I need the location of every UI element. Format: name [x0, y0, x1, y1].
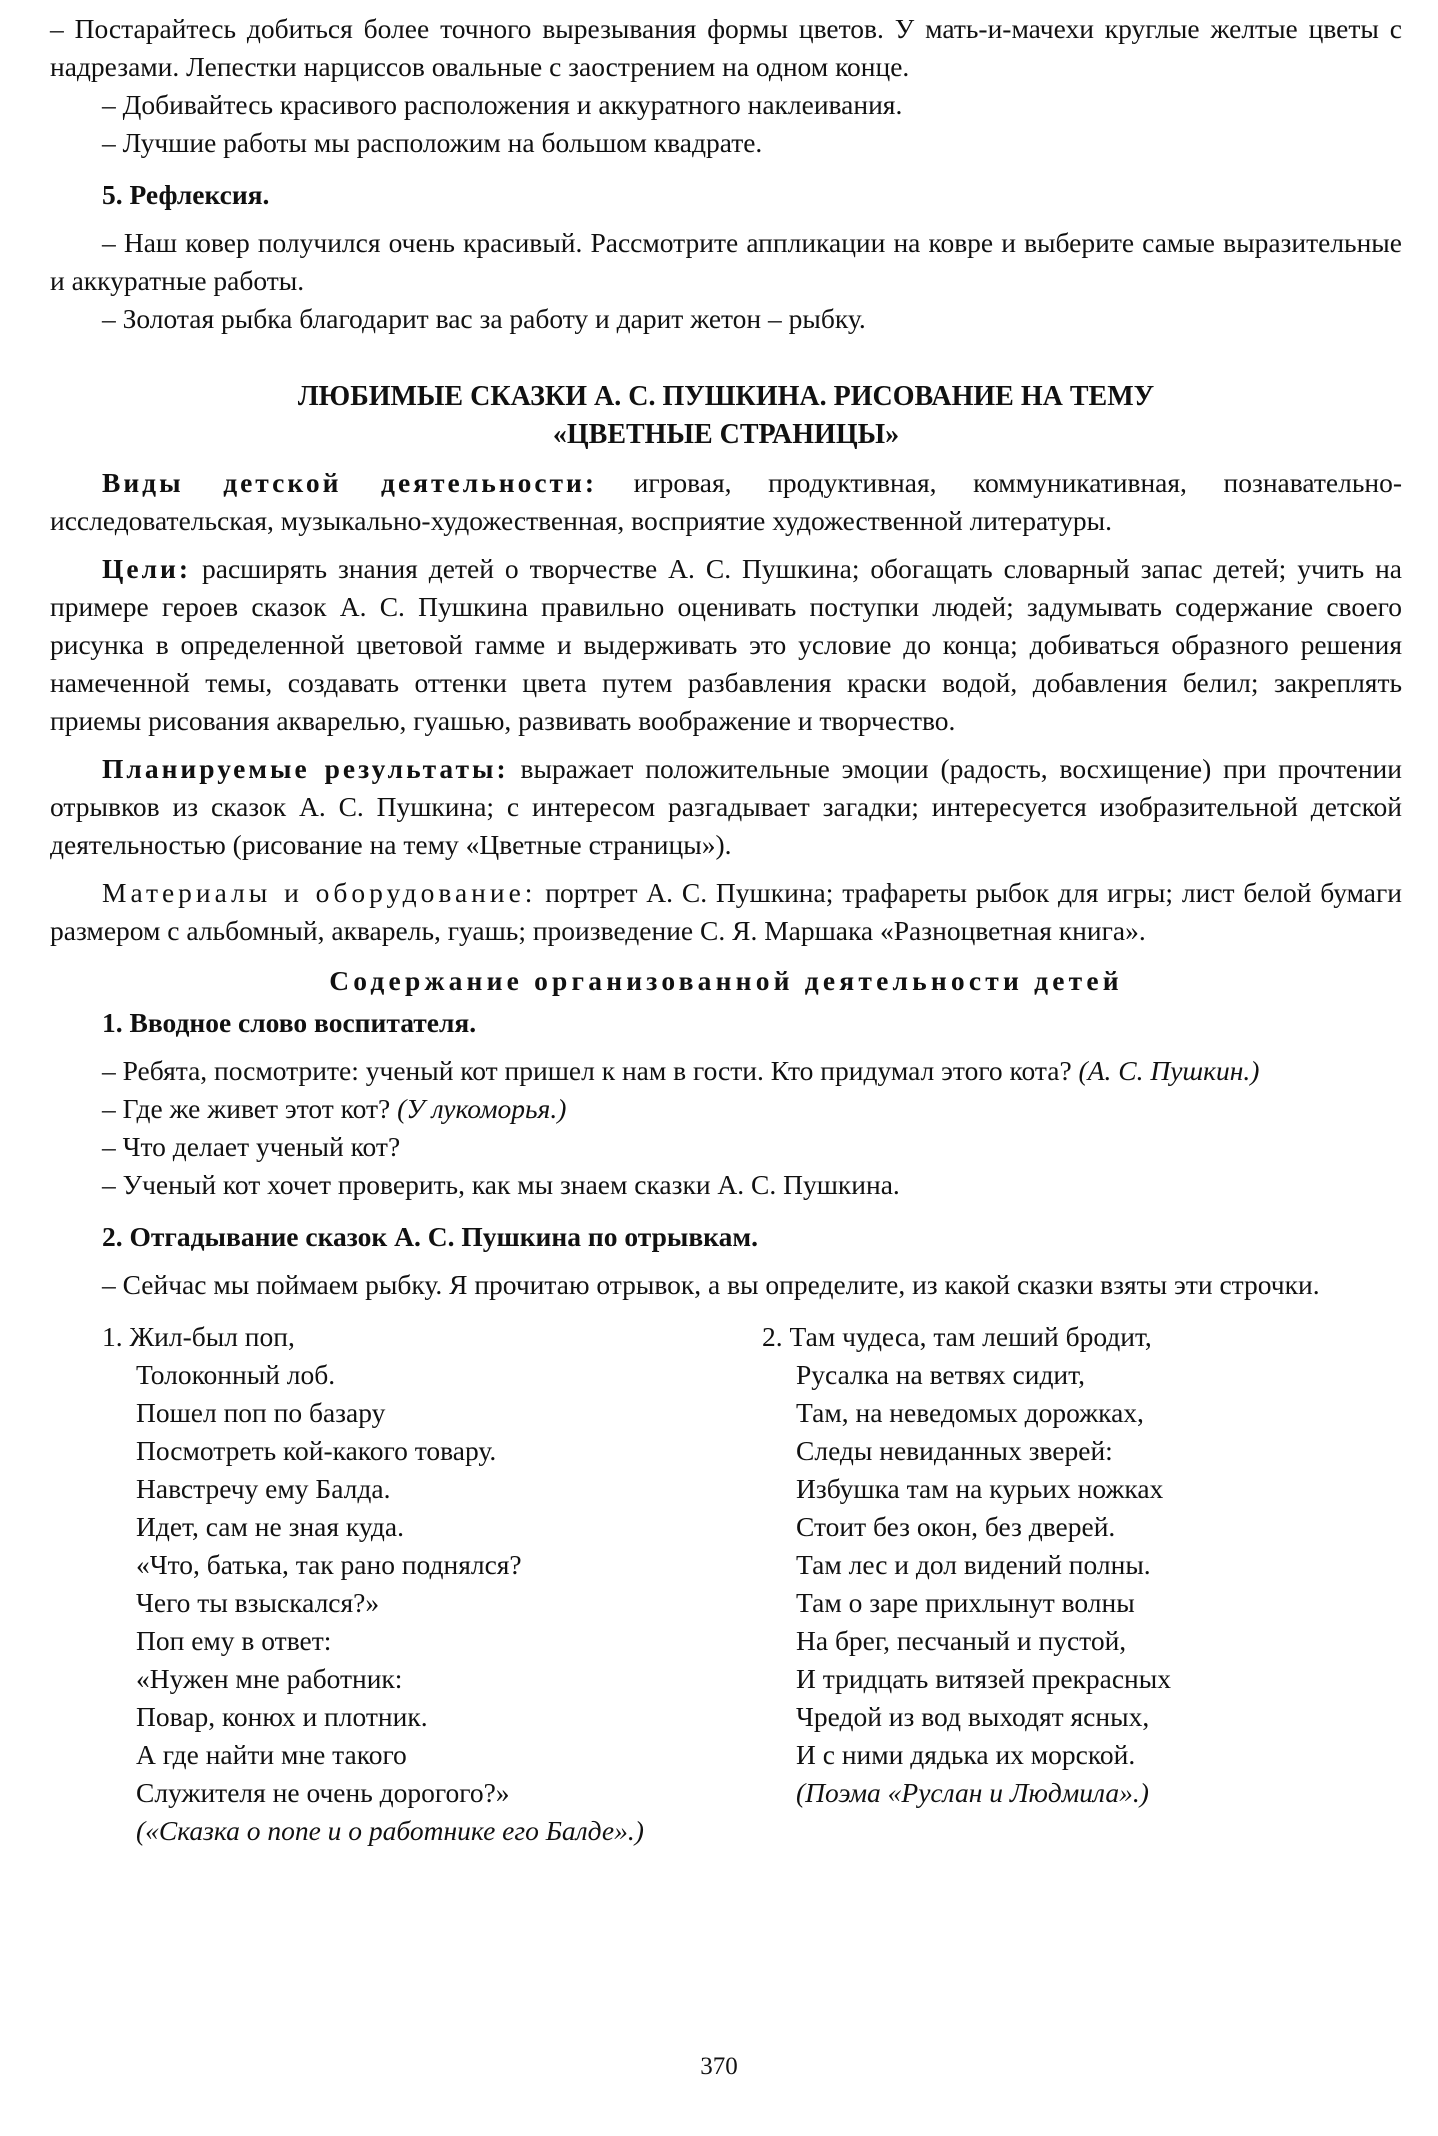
poem-line: Навстречу ему Балда. [136, 1473, 391, 1504]
activities-paragraph [50, 464, 1402, 540]
poem-columns [50, 1318, 1402, 1850]
poem-line: И тридцать витязей прекрасных [796, 1663, 1171, 1694]
answer-text: (У лукоморья.) [397, 1093, 567, 1124]
poem-line: Поп ему в ответ: [136, 1625, 332, 1656]
poem-line: 2. Там чудеса, там леший бродит, [762, 1321, 1152, 1352]
section-heading-intro: 1. Вводное слово воспитателя. [102, 1007, 477, 1038]
paragraph: – Наш ковер получился очень красивый. Рассмотрите аппликации на ковре и выберите самые выразительные и аккуратные работы. [50, 227, 1402, 296]
activities-text: игровая, продуктивная, коммуникативная, познавательно-исследовательская, музыкально-художественная, восприятие художественной литературы. [50, 467, 1402, 536]
goals-label: Цели: [102, 553, 192, 584]
poem-line: А где найти мне такого [136, 1739, 407, 1770]
poem-line: Там о заре прихлынут волны [796, 1587, 1135, 1618]
goals-paragraph [50, 550, 1402, 740]
materials-text: портрет А. С. Пушкина; трафареты рыбок для игры; лист белой бумаги размером с альбомный, акварель, гуашь; произведение С. Я. Маршака «Разноцветная книга». [50, 877, 1403, 946]
question-text: – Где же живет этот кот? [102, 1093, 398, 1124]
answer-text: (А. С. Пушкин.) [1078, 1055, 1260, 1086]
poem-line: Следы невиданных зверей: [796, 1435, 1113, 1466]
paragraph: – Сейчас мы поймаем рыбку. Я прочитаю отрывок, а вы определите, из какой сказки взяты эти строчки. [102, 1269, 1320, 1300]
poem-line: И с ними дядька их морской. [796, 1739, 1136, 1770]
poem-line: Там лес и дол видений полны. [796, 1549, 1151, 1580]
poem-line: Пошел поп по базару [136, 1397, 386, 1428]
poem-line: Толоконный лоб. [136, 1359, 336, 1390]
document-page [50, 10, 1402, 1850]
goals-text: расширять знания детей о творчестве А. С. Пушкина; обогащать словарный запас детей; учить на примере героев сказок А. С. Пушкина правильно оценивать поступки людей; задумывать содержание своего рисунка в определенной цветовой гамме и выдерживать это условие до конца; добиваться образного решения намеченной темы, создавать оттенки цвета путем разбавления краски водой, добавления белил; закреплять приемы рисования акварелью, гуашью, развивать воображение и творчество. [50, 553, 1402, 736]
results-label: Планируемые результаты: [102, 753, 509, 784]
section-heading-guessing: 2. Отгадывание сказок А. С. Пушкина по отрывкам. [102, 1221, 758, 1252]
page-number: 370 [700, 2053, 738, 2080]
poem-line: 1. Жил-был поп, [102, 1321, 295, 1352]
poem-excerpt-1 [102, 1318, 762, 1850]
poem-source: (Поэма «Руслан и Людмила».) [796, 1777, 1149, 1808]
activities-label: Виды детской деятельности: [102, 467, 598, 498]
results-paragraph [50, 750, 1402, 864]
poem-line: «Что, батька, так рано поднялся? [136, 1549, 522, 1580]
paragraph: – Постарайтесь добиться более точного вырезывания формы цветов. У мать-и-мачехи круглые желтые цветы с надрезами. Лепестки нарциссов овальные с заострением на одном конце. [50, 13, 1402, 82]
poem-line: Посмотреть кой-какого товару. [136, 1435, 497, 1466]
poem-line: Стоит без окон, без дверей. [796, 1511, 1116, 1542]
materials-paragraph [50, 874, 1402, 950]
content-heading: Содержание организованной деятельности детей [329, 965, 1123, 996]
poem-line: Чего ты взыскался?» [136, 1587, 380, 1618]
paragraph: – Добивайтесь красивого расположения и аккуратного наклеивания. [102, 89, 903, 120]
paragraph: – Лучшие работы мы расположим на большом квадрате. [102, 127, 763, 158]
poem-line: На брег, песчаный и пустой, [796, 1625, 1127, 1656]
poem-line: «Нужен мне работник: [136, 1663, 403, 1694]
poem-source: («Сказка о попе и о работнике его Балде».) [136, 1815, 644, 1846]
paragraph: – Золотая рыбка благодарит вас за работу и дарит жетон – рыбку. [102, 303, 866, 334]
poem-excerpt-2 [762, 1318, 1382, 1850]
paragraph: – Что делает ученый кот? [102, 1131, 401, 1162]
question-text: – Ребята, посмотрите: ученый кот пришел к нам в гости. Кто придумал этого кота? [102, 1055, 1079, 1086]
paragraph: – Ученый кот хочет проверить, как мы знаем сказки А. С. Пушкина. [102, 1169, 900, 1200]
poem-line: Чредой из вод выходят ясных, [796, 1701, 1150, 1732]
materials-label: Материалы и оборудование: [102, 877, 537, 908]
lesson-title-line: «ЦВЕТНЫЕ СТРАНИЦЫ» [552, 419, 900, 450]
lesson-title-line: ЛЮБИМЫЕ СКАЗКИ А. С. ПУШКИНА. РИСОВАНИЕ НА ТЕМУ [297, 381, 1155, 412]
poem-line: Идет, сам не зная куда. [136, 1511, 404, 1542]
poem-line: Русалка на ветвях сидит, [796, 1359, 1085, 1390]
paragraph [50, 1090, 1402, 1128]
poem-line: Повар, конюх и плотник. [136, 1701, 428, 1732]
lesson-title [50, 378, 1402, 454]
section-heading-reflection: 5. Рефлексия. [102, 179, 270, 210]
paragraph [50, 1052, 1402, 1090]
poem-line: Служителя не очень дорогого?» [136, 1777, 510, 1808]
poem-line: Избушка там на курьих ножках [796, 1473, 1164, 1504]
results-text: выражает положительные эмоции (радость, восхищение) при прочтении отрывков из сказок А. С. Пушкина; с интересом разгадывает загадки; интересуется изобразительной детской деятельностью (рисование на тему «Цветные страницы»). [50, 753, 1402, 860]
poem-line: Там, на неведомых дорожках, [796, 1397, 1144, 1428]
